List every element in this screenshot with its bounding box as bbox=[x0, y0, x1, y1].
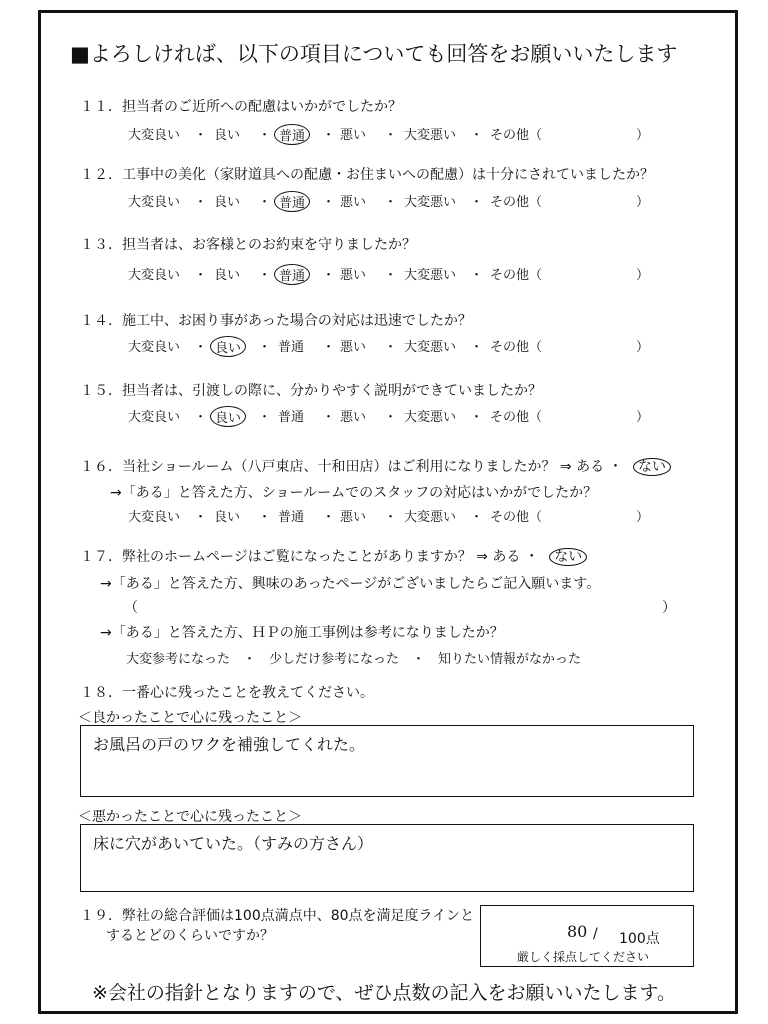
option-separator: ・ bbox=[384, 510, 398, 525]
option-separator: ・ bbox=[322, 128, 336, 143]
option-separator: ・ bbox=[384, 340, 398, 355]
option-5: その他（ bbox=[490, 510, 543, 525]
option-separator: ・ bbox=[470, 195, 484, 210]
score-slash: / bbox=[593, 926, 598, 942]
q17-paren-open: （ bbox=[124, 600, 138, 616]
option-separator: ・ bbox=[322, 195, 336, 210]
question-15: １５．担当者は、引渡しの際に、分かりやすく説明ができていましたか？ bbox=[80, 383, 542, 399]
option-1: 良い bbox=[214, 268, 241, 283]
option-3: 悪い bbox=[340, 340, 367, 355]
option-separator: ・ bbox=[258, 510, 272, 525]
option-0: 大変良い bbox=[128, 195, 181, 210]
option-0: 大変良い bbox=[128, 510, 181, 525]
good-answer: お風呂の戸のワクを補強してくれた。 bbox=[93, 735, 366, 754]
option-separator: ・ bbox=[194, 410, 208, 425]
question-19-line2: するとどのくらいですか？ bbox=[106, 928, 274, 944]
option-4: 大変悪い bbox=[404, 128, 457, 143]
option-6: ） bbox=[636, 510, 650, 525]
option-separator: ・ bbox=[470, 128, 484, 143]
option-separator: ・ bbox=[322, 340, 336, 355]
option-5: その他（ bbox=[490, 268, 543, 283]
option-separator: ・ bbox=[470, 340, 484, 355]
option-2: 普通 bbox=[278, 410, 305, 425]
option-separator: ・ bbox=[194, 195, 208, 210]
option-6: ） bbox=[636, 128, 650, 143]
option-separator: ・ bbox=[322, 268, 336, 283]
option-selected: 良い bbox=[210, 406, 246, 427]
option-1: 良い bbox=[214, 195, 241, 210]
option-4: 大変悪い bbox=[404, 195, 457, 210]
option-3: 悪い bbox=[340, 195, 367, 210]
option-separator: ・ bbox=[384, 195, 398, 210]
option-separator: ・ bbox=[194, 128, 208, 143]
option-separator: ・ bbox=[194, 268, 208, 283]
question-18: １８．一番心に残ったことを教えてください。 bbox=[80, 685, 374, 701]
question-17 bbox=[80, 546, 587, 566]
bad-answer-box bbox=[80, 824, 694, 892]
q16-followup: →「ある」と答えた方、ショールームでのスタッフの対応はいかがでしたか？ bbox=[110, 485, 598, 501]
option-5: その他（ bbox=[490, 195, 543, 210]
option-selected: 良い bbox=[210, 336, 246, 357]
question-13: １３．担当者は、お客様とのお約束を守りましたか？ bbox=[80, 237, 416, 253]
option-selected: 普通 bbox=[274, 264, 310, 285]
q17-followup-1: →「ある」と答えた方、興味のあったページがございましたらご記入願います。 bbox=[100, 576, 601, 592]
option-separator: ・ bbox=[322, 410, 336, 425]
option-6: ） bbox=[636, 195, 650, 210]
question-12: １２．工事中の美化（家財道具への配慮・お住まいへの配慮）は十分にされていましたか？ bbox=[80, 167, 654, 183]
bad-answer: 床に穴があいていた。（すみの方さん） bbox=[93, 834, 374, 853]
option-separator: ・ bbox=[194, 340, 208, 355]
question-14: １４．施工中、お困り事があった場合の対応は迅速でしたか？ bbox=[80, 313, 472, 329]
good-label: ＜良かったことで心に残ったこと＞ bbox=[78, 710, 302, 726]
option-4: 大変悪い bbox=[404, 340, 457, 355]
page-title: ■よろしければ、以下の項目についても回答をお願いいたします bbox=[70, 42, 678, 66]
option-selected: 普通 bbox=[274, 191, 310, 212]
q17-options: 大変参考になった ・ 少しだけ参考になった ・ 知りたい情報がなかった bbox=[126, 652, 582, 667]
option-selected: 普通 bbox=[274, 124, 310, 145]
option-4: 大変悪い bbox=[404, 410, 457, 425]
option-separator: ・ bbox=[258, 128, 272, 143]
option-6: ） bbox=[636, 340, 650, 355]
good-answer-box bbox=[80, 725, 694, 797]
q17-paren-close: ） bbox=[662, 600, 676, 616]
question-16 bbox=[80, 456, 671, 476]
question-17-text: １７．弊社のホームページはご覧になったことがありますか？ ⇒ ある ・ bbox=[80, 549, 539, 565]
option-separator: ・ bbox=[470, 410, 484, 425]
answer-q17: ない bbox=[549, 548, 587, 566]
option-3: 悪い bbox=[340, 128, 367, 143]
option-2: 普通 bbox=[278, 340, 305, 355]
q17-followup-2: →「ある」と答えた方、ＨＰの施工事例は参考になりましたか？ bbox=[100, 625, 504, 641]
option-6: ） bbox=[636, 410, 650, 425]
option-separator: ・ bbox=[258, 340, 272, 355]
option-0: 大変良い bbox=[128, 340, 181, 355]
option-0: 大変良い bbox=[128, 128, 181, 143]
option-5: その他（ bbox=[490, 340, 543, 355]
score-box bbox=[480, 905, 694, 967]
option-separator: ・ bbox=[384, 268, 398, 283]
bad-label: ＜悪かったことで心に残ったこと＞ bbox=[78, 809, 302, 825]
option-2: 普通 bbox=[278, 510, 305, 525]
score-value: 80 bbox=[567, 922, 588, 941]
question-19-line1: １９．弊社の総合評価は100点満点中、80点を満足度ラインと bbox=[80, 908, 475, 924]
option-separator: ・ bbox=[258, 195, 272, 210]
option-3: 悪い bbox=[340, 510, 367, 525]
option-separator: ・ bbox=[258, 410, 272, 425]
option-separator: ・ bbox=[384, 410, 398, 425]
option-6: ） bbox=[636, 268, 650, 283]
answer-q16: ない bbox=[633, 458, 671, 476]
option-1: 良い bbox=[214, 128, 241, 143]
option-separator: ・ bbox=[258, 268, 272, 283]
score-note: 厳しく採点してください bbox=[517, 950, 650, 964]
option-3: 悪い bbox=[340, 410, 367, 425]
option-0: 大変良い bbox=[128, 268, 181, 283]
option-separator: ・ bbox=[322, 510, 336, 525]
option-separator: ・ bbox=[470, 268, 484, 283]
question-16-text: １６．当社ショールーム（八戸東店、十和田店）はご利用になりましたか？ ⇒ ある ・ bbox=[80, 459, 623, 475]
option-4: 大変悪い bbox=[404, 510, 457, 525]
option-separator: ・ bbox=[470, 510, 484, 525]
option-0: 大変良い bbox=[128, 410, 181, 425]
score-max: 100点 bbox=[619, 931, 660, 947]
option-5: その他（ bbox=[490, 128, 543, 143]
option-separator: ・ bbox=[384, 128, 398, 143]
option-3: 悪い bbox=[340, 268, 367, 283]
option-5: その他（ bbox=[490, 410, 543, 425]
option-1: 良い bbox=[214, 510, 241, 525]
question-11: １１．担当者のご近所への配慮はいかがでしたか？ bbox=[80, 99, 402, 115]
option-4: 大変悪い bbox=[404, 268, 457, 283]
option-separator: ・ bbox=[194, 510, 208, 525]
footer-note: ※会社の指針となりますので、ぜひ点数の記入をお願いいたします。 bbox=[92, 982, 677, 1004]
